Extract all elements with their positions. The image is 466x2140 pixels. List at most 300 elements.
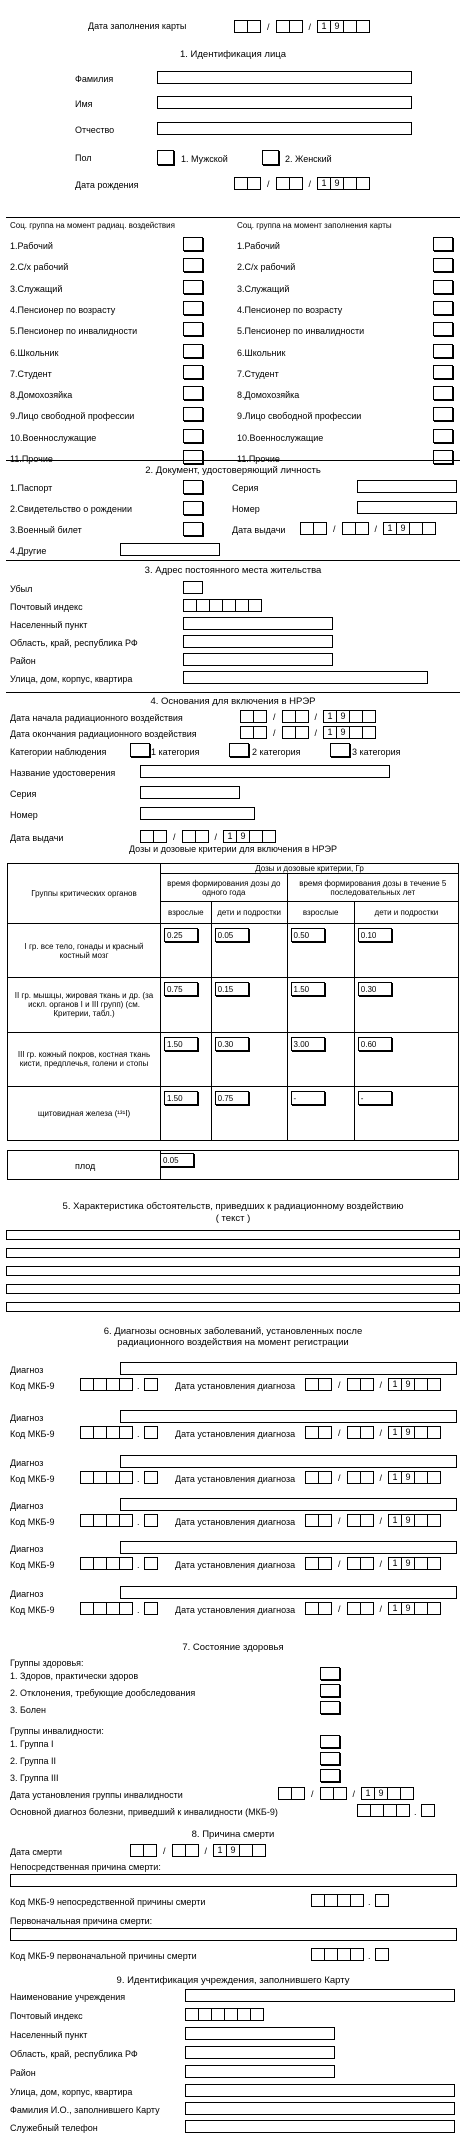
mkb-dot: .	[137, 1474, 140, 1484]
left-label: Убыл	[10, 584, 33, 594]
phone-field[interactable]	[185, 2120, 455, 2133]
doses-title: Дозы и дозовые критерии для включения в НРЭР	[128, 844, 338, 854]
disab-date-field[interactable]	[278, 1787, 414, 1800]
social-left-checkbox[interactable]	[183, 450, 203, 464]
phone-label: Служебный телефон	[10, 2123, 98, 2133]
org-region-label: Область, край, республика РФ	[10, 2049, 138, 2059]
section-1-title: 1. Идентификация лица	[180, 49, 286, 60]
mkb-main-cells[interactable]	[80, 1514, 133, 1527]
year-prefix-1: 1	[388, 1602, 402, 1615]
diagnosis-date-field[interactable]	[305, 1514, 441, 1527]
name-label: Имя	[75, 99, 93, 109]
org-district-field[interactable]	[185, 2065, 335, 2078]
circumstances-line[interactable]	[6, 1302, 460, 1312]
mkb-sub-cells[interactable]	[144, 1471, 158, 1484]
day-cells[interactable]	[240, 726, 267, 739]
exposure-start-field[interactable]	[240, 710, 376, 723]
cat3-checkbox[interactable]	[330, 743, 350, 757]
addr-street-label: Улица, дом, корпус, квартира	[10, 674, 133, 684]
cat1-checkbox[interactable]	[130, 743, 150, 757]
dose-value: 0.05	[215, 928, 249, 942]
section-7-title: 7. Состояние здоровья	[182, 1642, 284, 1653]
mkb-main-cells[interactable]	[311, 1894, 364, 1907]
social-right-checkbox[interactable]	[433, 237, 453, 251]
day-cells[interactable]	[234, 20, 261, 33]
surname-label: Фамилия	[75, 74, 114, 84]
organ-group-label: III гр. кожный покров, костная ткань кисти, предплечья, голени и стопы	[8, 1032, 161, 1086]
date-separator: /	[338, 1379, 341, 1390]
mkb-sub-cells[interactable]	[375, 1948, 389, 1961]
day-cells[interactable]	[305, 1602, 332, 1615]
dose-table	[7, 863, 459, 1141]
diagnosis-field[interactable]	[120, 1362, 457, 1375]
org-zip-label: Почтовый индекс	[10, 2011, 83, 2021]
initial-code-label: Код МКБ-9 первоначальной причины смерти	[10, 1951, 197, 1961]
day-cells[interactable]	[305, 1426, 332, 1439]
social-left-item: 11.Прочие	[10, 454, 53, 464]
mkb-dot: .	[137, 1429, 140, 1439]
social-left-checkbox[interactable]	[183, 258, 203, 272]
date-separator: /	[308, 21, 312, 32]
social-right-item: 5.Пенсионер по инвалидности	[237, 326, 365, 337]
cert-series-label: Серия	[10, 789, 37, 799]
mkb-main-cells[interactable]	[80, 1378, 133, 1391]
female-checkbox[interactable]	[262, 150, 279, 165]
month-cells[interactable]	[282, 726, 309, 739]
health-g1-label: 1. Здоров, практически здоров	[10, 1671, 139, 1681]
initial-cause-label: Первоначальная причина смерти:	[10, 1916, 153, 1926]
year-prefix-1: 1	[317, 20, 331, 33]
diagnosis-label: Диагноз	[10, 1413, 44, 1423]
birth-cert-label: 2.Свидетельство о рождении	[10, 504, 132, 514]
social-left-checkbox[interactable]	[183, 386, 203, 400]
disab-1-label: 1. Группа I	[10, 1739, 54, 1749]
year-cells[interactable]	[388, 1471, 441, 1484]
social-left-checkbox[interactable]	[183, 429, 203, 443]
diagnosis-date-field[interactable]	[305, 1426, 441, 1439]
diagnosis-code-field[interactable]	[80, 1514, 158, 1527]
disab-2-label: 2. Группа II	[10, 1756, 57, 1766]
diagnosis-date-label: Дата установления диагноза	[175, 1474, 296, 1484]
social-right-checkbox[interactable]	[433, 301, 453, 315]
sex-label: Пол	[75, 153, 92, 163]
other-doc-field[interactable]	[120, 543, 220, 556]
social-left-checkbox[interactable]	[183, 301, 203, 315]
date-separator: /	[338, 1603, 341, 1614]
dose-cell	[354, 978, 458, 1032]
year-cells[interactable]	[213, 1844, 266, 1857]
patronymic-field[interactable]	[157, 122, 412, 135]
social-left-item: 4.Пенсионер по возрасту	[10, 304, 116, 315]
diagnosis-field[interactable]	[120, 1541, 457, 1554]
date-separator: /	[338, 1427, 341, 1438]
doses-header: Дозы и дозовые критерии, Гр	[161, 864, 459, 874]
year-prefix-2: 9	[336, 726, 350, 739]
social-right-checkbox[interactable]	[433, 429, 453, 443]
passport-label: 1.Паспорт	[10, 483, 53, 493]
cert-series-field[interactable]	[140, 786, 240, 799]
social-right-checkbox[interactable]	[433, 386, 453, 400]
exposure-end-field[interactable]	[240, 726, 376, 739]
day-cells[interactable]	[140, 830, 167, 843]
dose-cell	[161, 924, 212, 978]
mkb-main-cells[interactable]	[80, 1426, 133, 1439]
cert-number-field[interactable]	[140, 807, 255, 820]
date-separator: /	[267, 21, 270, 32]
fetus-value: 0.05	[160, 1153, 194, 1167]
date-separator: /	[163, 1845, 166, 1856]
mkb-sub-cells[interactable]	[144, 1602, 158, 1615]
cat3-label: 3 категория	[352, 747, 401, 757]
social-right-item: 2.С/х рабочий	[237, 262, 296, 273]
day-cells[interactable]	[305, 1471, 332, 1484]
month-cells[interactable]	[276, 177, 303, 190]
main-diag-code-field[interactable]	[357, 1804, 435, 1817]
date-separator: /	[273, 711, 276, 722]
month-cells[interactable]	[282, 710, 309, 723]
social-left-item: 6.Школьник	[10, 347, 59, 358]
mkb-sub-cells[interactable]	[375, 1894, 389, 1907]
section-2-title: 2. Документ, удостоверяющий личность	[145, 465, 321, 476]
org-region-field[interactable]	[185, 2046, 335, 2059]
filled-by-field[interactable]	[185, 2102, 455, 2115]
day-cells[interactable]	[234, 177, 261, 190]
disab-2-checkbox[interactable]	[320, 1752, 340, 1765]
month-cells[interactable]	[320, 1787, 347, 1800]
mkb-dot: .	[137, 1560, 140, 1570]
doc-series-label: Серия	[232, 483, 259, 493]
health-groups-label: Группы здоровья:	[10, 1658, 84, 1668]
mkb-sub-cells[interactable]	[144, 1514, 158, 1527]
diagnosis-field[interactable]	[120, 1586, 457, 1599]
filled-by-label: Фамилия И.О., заполнившего Карту	[10, 2105, 160, 2115]
social-left-checkbox[interactable]	[183, 322, 203, 336]
children-header: дети и подростки	[211, 902, 287, 924]
circumstances-line[interactable]	[6, 1266, 460, 1276]
dose-value: 3.00	[291, 1037, 325, 1051]
year-cells[interactable]	[323, 710, 376, 723]
year-prefix-2: 9	[401, 1514, 415, 1527]
dose-cell	[161, 1032, 212, 1086]
military-label: 3.Военный билет	[10, 525, 82, 535]
mkb-label: Код МКБ-9	[10, 1560, 55, 1570]
year-cells[interactable]	[388, 1426, 441, 1439]
year-cells[interactable]	[388, 1378, 441, 1391]
month-cells[interactable]	[276, 20, 303, 33]
passport-checkbox[interactable]	[183, 480, 203, 494]
diagnosis-code-field[interactable]	[80, 1471, 158, 1484]
surname-field[interactable]	[157, 71, 412, 84]
day-cells[interactable]	[305, 1378, 332, 1391]
addr-locality-label: Населенный пункт	[10, 620, 88, 630]
social-left-checkbox[interactable]	[183, 344, 203, 358]
social-right-item: 8.Домохозяйка	[237, 390, 300, 401]
date-separator: /	[314, 727, 318, 738]
diagnosis-code-field[interactable]	[80, 1557, 158, 1570]
birth-cert-checkbox[interactable]	[183, 501, 203, 515]
exposure-start-label: Дата начала радиационного воздействия	[10, 713, 183, 723]
circumstances-line[interactable]	[6, 1248, 460, 1258]
organ-group-label: II гр. мышцы, жировая ткань и др. (за искл. органов I и III групп) (см. Критерии, табл.)	[8, 978, 161, 1032]
organ-group-label: I гр. все тело, гонады и красный костный мозг	[8, 924, 161, 978]
year-cells[interactable]	[323, 726, 376, 739]
diagnosis-code-field[interactable]	[80, 1602, 158, 1615]
disab-1-checkbox[interactable]	[320, 1735, 340, 1748]
mkb-main-cells[interactable]	[311, 1948, 364, 1961]
male-checkbox[interactable]	[157, 150, 174, 165]
social-right-checkbox[interactable]	[433, 322, 453, 336]
month-cells[interactable]	[347, 1602, 374, 1615]
day-cells[interactable]	[278, 1787, 305, 1800]
addr-zip-field[interactable]	[183, 599, 262, 612]
mkb-main-cells[interactable]	[357, 1804, 410, 1817]
social-left-item: 3.Служащий	[10, 283, 63, 294]
dose-value: 0.30	[215, 1037, 249, 1051]
cat2-checkbox[interactable]	[229, 743, 249, 757]
fetus-cell	[160, 1153, 194, 1167]
section-3-title: 3. Адрес постоянного места жительства	[144, 565, 322, 576]
year-prefix-1: 1	[388, 1471, 402, 1484]
section-9-title: 9. Идентификация учреждения, заполнившего Карту	[116, 1975, 350, 1986]
year-prefix-2: 9	[374, 1787, 388, 1800]
day-cells[interactable]	[305, 1557, 332, 1570]
social-right-item: 11.Прочие	[237, 454, 280, 464]
mkb-dot: .	[368, 1951, 371, 1961]
name-field[interactable]	[157, 96, 412, 109]
mkb-label: Код МКБ-9	[10, 1474, 55, 1484]
doc-number-field[interactable]	[357, 501, 457, 514]
diagnosis-label: Диагноз	[10, 1365, 44, 1375]
year-cells[interactable]	[388, 1602, 441, 1615]
dose-value: 0.75	[164, 982, 198, 996]
diagnosis-code-field[interactable]	[80, 1378, 158, 1391]
year-prefix-2: 9	[336, 710, 350, 723]
cert-name-label: Название удостоверения	[10, 768, 116, 778]
date-separator: /	[379, 1558, 383, 1569]
year-prefix-1: 1	[388, 1514, 402, 1527]
health-g2-label: 2. Отклонения, требующие дообследования	[10, 1688, 196, 1698]
addr-locality-field[interactable]	[183, 617, 333, 630]
diagnosis-date-label: Дата установления диагноза	[175, 1381, 296, 1391]
direct-code-label: Код МКБ-9 непосредственной причины смерти	[10, 1897, 206, 1907]
month-cells[interactable]	[342, 522, 369, 535]
social-right-item: 6.Школьник	[237, 347, 286, 358]
mkb-main-cells[interactable]	[80, 1557, 133, 1570]
mkb-dot: .	[414, 1807, 417, 1817]
mkb-sub-cells[interactable]	[144, 1426, 158, 1439]
year-cells[interactable]	[361, 1787, 414, 1800]
initial-cause-field[interactable]	[10, 1928, 457, 1941]
mkb-sub-cells[interactable]	[144, 1378, 158, 1391]
left-checkbox[interactable]	[183, 581, 203, 594]
circumstances-line[interactable]	[6, 1230, 460, 1240]
military-checkbox[interactable]	[183, 522, 203, 536]
month-cells[interactable]	[347, 1426, 374, 1439]
organ-group-label: щитовидная железа (¹³¹I)	[8, 1086, 161, 1140]
org-locality-field[interactable]	[185, 2027, 335, 2040]
main-diag-label: Основной диагноз болезни, приведший к инвалидности (МКБ-9)	[10, 1807, 278, 1817]
health-g2-checkbox[interactable]	[320, 1684, 340, 1697]
month-cells[interactable]	[347, 1378, 374, 1391]
mkb-label: Код МКБ-9	[10, 1605, 55, 1615]
social-left-item: 2.С/х рабочий	[10, 262, 69, 273]
social-left-item: 7.Студент	[10, 368, 52, 379]
direct-cause-label: Непосредственная причина смерти:	[10, 1862, 161, 1872]
date-separator: /	[338, 1472, 341, 1483]
groups-header: Группы критических органов	[8, 864, 161, 924]
birth-date-label: Дата рождения	[75, 180, 139, 190]
card-date-label: Дата заполнения карты	[88, 21, 187, 31]
cert-issue-date-field[interactable]	[140, 830, 276, 843]
org-street-field[interactable]	[185, 2084, 455, 2097]
day-cells[interactable]	[305, 1514, 332, 1527]
social-left-title: Соц. группа на момент радиац. воздействия	[10, 221, 175, 230]
dose-value: 1.50	[164, 1037, 198, 1051]
year-prefix-2: 9	[330, 177, 344, 190]
month-cells[interactable]	[347, 1514, 374, 1527]
cert-name-field[interactable]	[140, 765, 390, 778]
mkb-dot: .	[137, 1381, 140, 1391]
year-cells[interactable]	[388, 1557, 441, 1570]
mkb-sub-cells[interactable]	[144, 1557, 158, 1570]
diagnosis-code-field[interactable]	[80, 1426, 158, 1439]
social-left-checkbox[interactable]	[183, 407, 203, 421]
section-5-title: 5. Характеристика обстоятельств, приведших к радиационному воздействию	[62, 1201, 404, 1212]
date-separator: /	[379, 1472, 383, 1483]
cat1-label: 1 категория	[151, 747, 200, 757]
cert-issue-label: Дата выдачи	[10, 833, 64, 843]
date-separator: /	[173, 831, 176, 842]
health-g3-label: 3. Болен	[10, 1705, 46, 1715]
children-header: дети и подростки	[354, 902, 458, 924]
dose-cell	[161, 1086, 212, 1140]
diagnosis-date-field[interactable]	[305, 1602, 441, 1615]
org-name-field[interactable]	[185, 1989, 455, 2002]
date-separator: /	[311, 1788, 314, 1799]
patronymic-label: Отчество	[75, 125, 115, 135]
month-cells[interactable]	[347, 1471, 374, 1484]
dose-cell	[211, 1086, 287, 1140]
year-cells[interactable]	[388, 1514, 441, 1527]
diagnosis-date-label: Дата установления диагноза	[175, 1517, 296, 1527]
addr-street-field[interactable]	[183, 671, 428, 684]
diagnosis-field[interactable]	[120, 1410, 457, 1423]
social-left-checkbox[interactable]	[183, 280, 203, 294]
dose-cell	[211, 924, 287, 978]
social-right-checkbox[interactable]	[433, 258, 453, 272]
card-date-field[interactable]	[234, 20, 370, 33]
day-cells[interactable]	[240, 710, 267, 723]
mkb-label: Код МКБ-9	[10, 1517, 55, 1527]
date-separator: /	[338, 1558, 341, 1569]
year-cells[interactable]	[317, 20, 370, 33]
date-separator: /	[379, 1379, 383, 1390]
year-cells[interactable]	[223, 830, 276, 843]
year-prefix-2: 9	[401, 1602, 415, 1615]
year-prefix-1: 1	[223, 830, 237, 843]
social-left-checkbox[interactable]	[183, 365, 203, 379]
year-prefix-1: 1	[361, 1787, 375, 1800]
section-4-title: 4. Основания для включения в НРЭР	[150, 696, 316, 707]
initial-code-field[interactable]	[311, 1948, 389, 1961]
social-right-checkbox[interactable]	[433, 450, 453, 464]
org-district-label: Район	[10, 2068, 36, 2078]
day-cells[interactable]	[300, 522, 327, 535]
mkb-main-cells[interactable]	[80, 1471, 133, 1484]
date-separator: /	[267, 178, 270, 189]
social-right-checkbox[interactable]	[433, 407, 453, 421]
day-cells[interactable]	[130, 1844, 157, 1857]
year-cells[interactable]	[317, 177, 370, 190]
date-separator: /	[352, 1788, 356, 1799]
org-zip-field[interactable]	[185, 2008, 264, 2021]
mkb-main-cells[interactable]	[80, 1602, 133, 1615]
section-8-title: 8. Причина смерти	[191, 1829, 275, 1840]
death-date-label: Дата смерти	[10, 1847, 63, 1857]
doc-series-field[interactable]	[357, 480, 457, 493]
circumstances-line[interactable]	[6, 1284, 460, 1294]
diagnosis-date-field[interactable]	[305, 1471, 441, 1484]
year-cells[interactable]	[383, 522, 436, 535]
divider	[6, 460, 460, 461]
social-right-checkbox[interactable]	[433, 280, 453, 294]
mkb-label: Код МКБ-9	[10, 1381, 55, 1391]
diagnosis-date-field[interactable]	[305, 1378, 441, 1391]
diagnosis-label: Диагноз	[10, 1544, 44, 1554]
social-right-item: 4.Пенсионер по возрасту	[237, 304, 343, 315]
addr-zip-label: Почтовый индекс	[10, 602, 83, 612]
direct-cause-field[interactable]	[10, 1874, 457, 1887]
org-name-label: Наименование учреждения	[10, 1992, 126, 2002]
health-g1-checkbox[interactable]	[320, 1667, 340, 1680]
social-left-item: 1.Рабочий	[10, 241, 53, 251]
doc-number-label: Номер	[232, 504, 260, 514]
year-prefix-2: 9	[401, 1378, 415, 1391]
social-left-checkbox[interactable]	[183, 237, 203, 251]
year-prefix-1: 1	[323, 726, 337, 739]
mkb-sub-cells[interactable]	[421, 1804, 435, 1817]
death-date-field[interactable]	[130, 1844, 266, 1857]
addr-region-label: Область, край, республика РФ	[10, 638, 138, 648]
addr-region-field[interactable]	[183, 635, 333, 648]
diagnosis-field[interactable]	[120, 1498, 457, 1511]
addr-district-field[interactable]	[183, 653, 333, 666]
social-right-checkbox[interactable]	[433, 344, 453, 358]
month-cells[interactable]	[347, 1557, 374, 1570]
section-5-subtitle: ( текст )	[215, 1213, 251, 1224]
doc-issue-label: Дата выдачи	[232, 525, 286, 535]
categories-label: Категории наблюдения	[10, 747, 107, 757]
health-g3-checkbox[interactable]	[320, 1701, 340, 1714]
disab-3-checkbox[interactable]	[320, 1769, 340, 1782]
month-cells[interactable]	[182, 830, 209, 843]
diagnosis-date-field[interactable]	[305, 1557, 441, 1570]
adults-header: взрослые	[287, 902, 354, 924]
dose-value: 0.60	[358, 1037, 392, 1051]
year-prefix-2: 9	[401, 1557, 415, 1570]
doc-issue-date-field[interactable]	[300, 522, 436, 535]
social-left-item: 9.Лицо свободной профессии	[10, 411, 135, 422]
dose-cell	[354, 1032, 458, 1086]
birth-date-field[interactable]	[234, 177, 370, 190]
diagnosis-label: Диагноз	[10, 1458, 44, 1468]
month-cells[interactable]	[172, 1844, 199, 1857]
date-separator: /	[379, 1603, 383, 1614]
social-right-checkbox[interactable]	[433, 365, 453, 379]
diagnosis-field[interactable]	[120, 1455, 457, 1468]
direct-code-field[interactable]	[311, 1894, 389, 1907]
org-locality-label: Населенный пункт	[10, 2030, 88, 2040]
